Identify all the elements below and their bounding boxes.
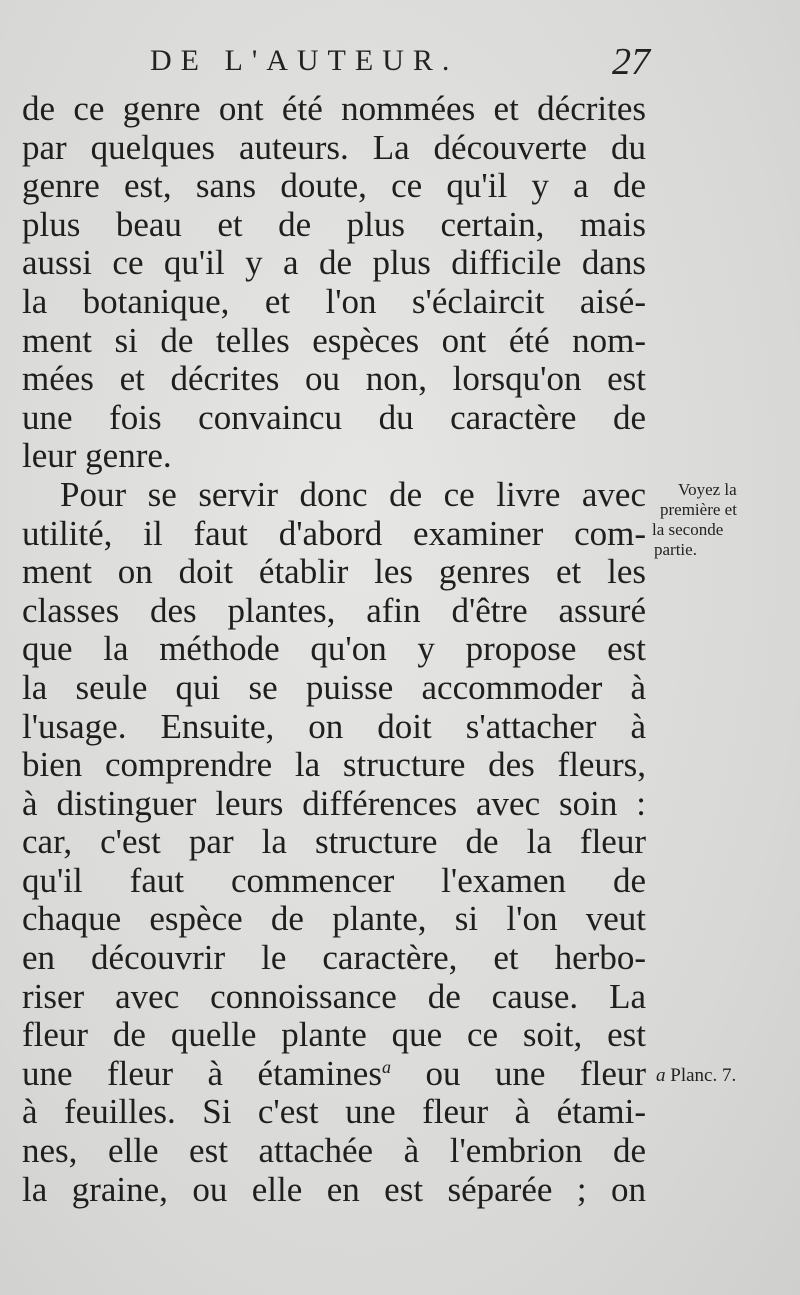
text-line bbox=[22, 1055, 646, 1094]
text-line: mées et décrites ou non, lorsqu'on est bbox=[22, 359, 646, 399]
margin-note-voyez bbox=[652, 480, 737, 560]
text-fragment: ou une fleur bbox=[425, 1053, 647, 1093]
text-fragment: une fleur à étamines bbox=[22, 1053, 382, 1093]
page-number: 27 bbox=[612, 41, 650, 83]
text-line: utilité, il faut d'abord examiner com- bbox=[22, 513, 646, 553]
text-line: leur genre. bbox=[22, 436, 172, 476]
text-line: riser avec connoissance de cause. La bbox=[22, 976, 646, 1016]
text-line: bien comprendre la structure des fleurs, bbox=[22, 745, 646, 785]
text-line: de ce genre ont été nommées et décrites bbox=[22, 89, 646, 128]
text-line: classes des plantes, afin d'être assuré bbox=[22, 590, 646, 630]
margin-note-line: première et bbox=[660, 500, 737, 519]
margin-note-text: Planc. 7. bbox=[670, 1065, 737, 1086]
text-line: en découvrir le caractère, et herbo- bbox=[22, 938, 646, 978]
text-line: ment on doit établir les genres et les bbox=[22, 552, 646, 592]
margin-note-line: la seconde bbox=[652, 520, 724, 539]
text-line: que la méthode qu'on y propose est bbox=[22, 629, 646, 669]
text-line: la seule qui se puisse accommoder à bbox=[22, 667, 646, 707]
footnote-marker: a bbox=[381, 1056, 391, 1077]
page-header bbox=[150, 40, 650, 90]
text-line: la botanique, et l'on s'éclaircit aisé- bbox=[22, 281, 646, 321]
text-line: par quelques auteurs. La découverte du bbox=[22, 127, 646, 167]
text-line: à feuilles. Si c'est une fleur à étami- bbox=[22, 1092, 646, 1132]
margin-note-line: Voyez la bbox=[678, 480, 737, 499]
text-line: fleur de quelle plante que ce soit, est bbox=[22, 1015, 646, 1055]
text-line: Pour se servir donc de ce livre avec bbox=[60, 474, 646, 514]
text-line: chaque espèce de plante, si l'on veut bbox=[22, 899, 646, 939]
text-line: ment si de telles espèces ont été nom- bbox=[22, 320, 646, 360]
text-line: qu'il faut commencer l'examen de bbox=[22, 860, 646, 900]
body-text bbox=[22, 90, 646, 1209]
text-line: à distinguer leurs différences avec soin : bbox=[22, 783, 646, 823]
text-line: plus beau et de plus certain, mais bbox=[22, 204, 646, 244]
margin-note-planc bbox=[656, 1066, 736, 1086]
text-line: l'usage. Ensuite, on doit s'attacher à bbox=[22, 706, 646, 746]
text-line: aussi ce qu'il y a de plus difficile dans bbox=[22, 243, 646, 283]
text-line: la graine, ou elle en est séparée ; on bbox=[22, 1169, 646, 1209]
margin-note-line: partie. bbox=[654, 540, 697, 559]
margin-note-letter: a bbox=[656, 1065, 666, 1086]
text-line: genre est, sans doute, ce qu'il y a de bbox=[22, 166, 646, 206]
running-head: DE L'AUTEUR. bbox=[150, 44, 459, 77]
text-line: car, c'est par la structure de la fleur bbox=[22, 822, 646, 862]
text-line: une fois convaincu du caractère de bbox=[22, 397, 646, 437]
text-line: nes, elle est attachée à l'embrion de bbox=[22, 1131, 646, 1171]
